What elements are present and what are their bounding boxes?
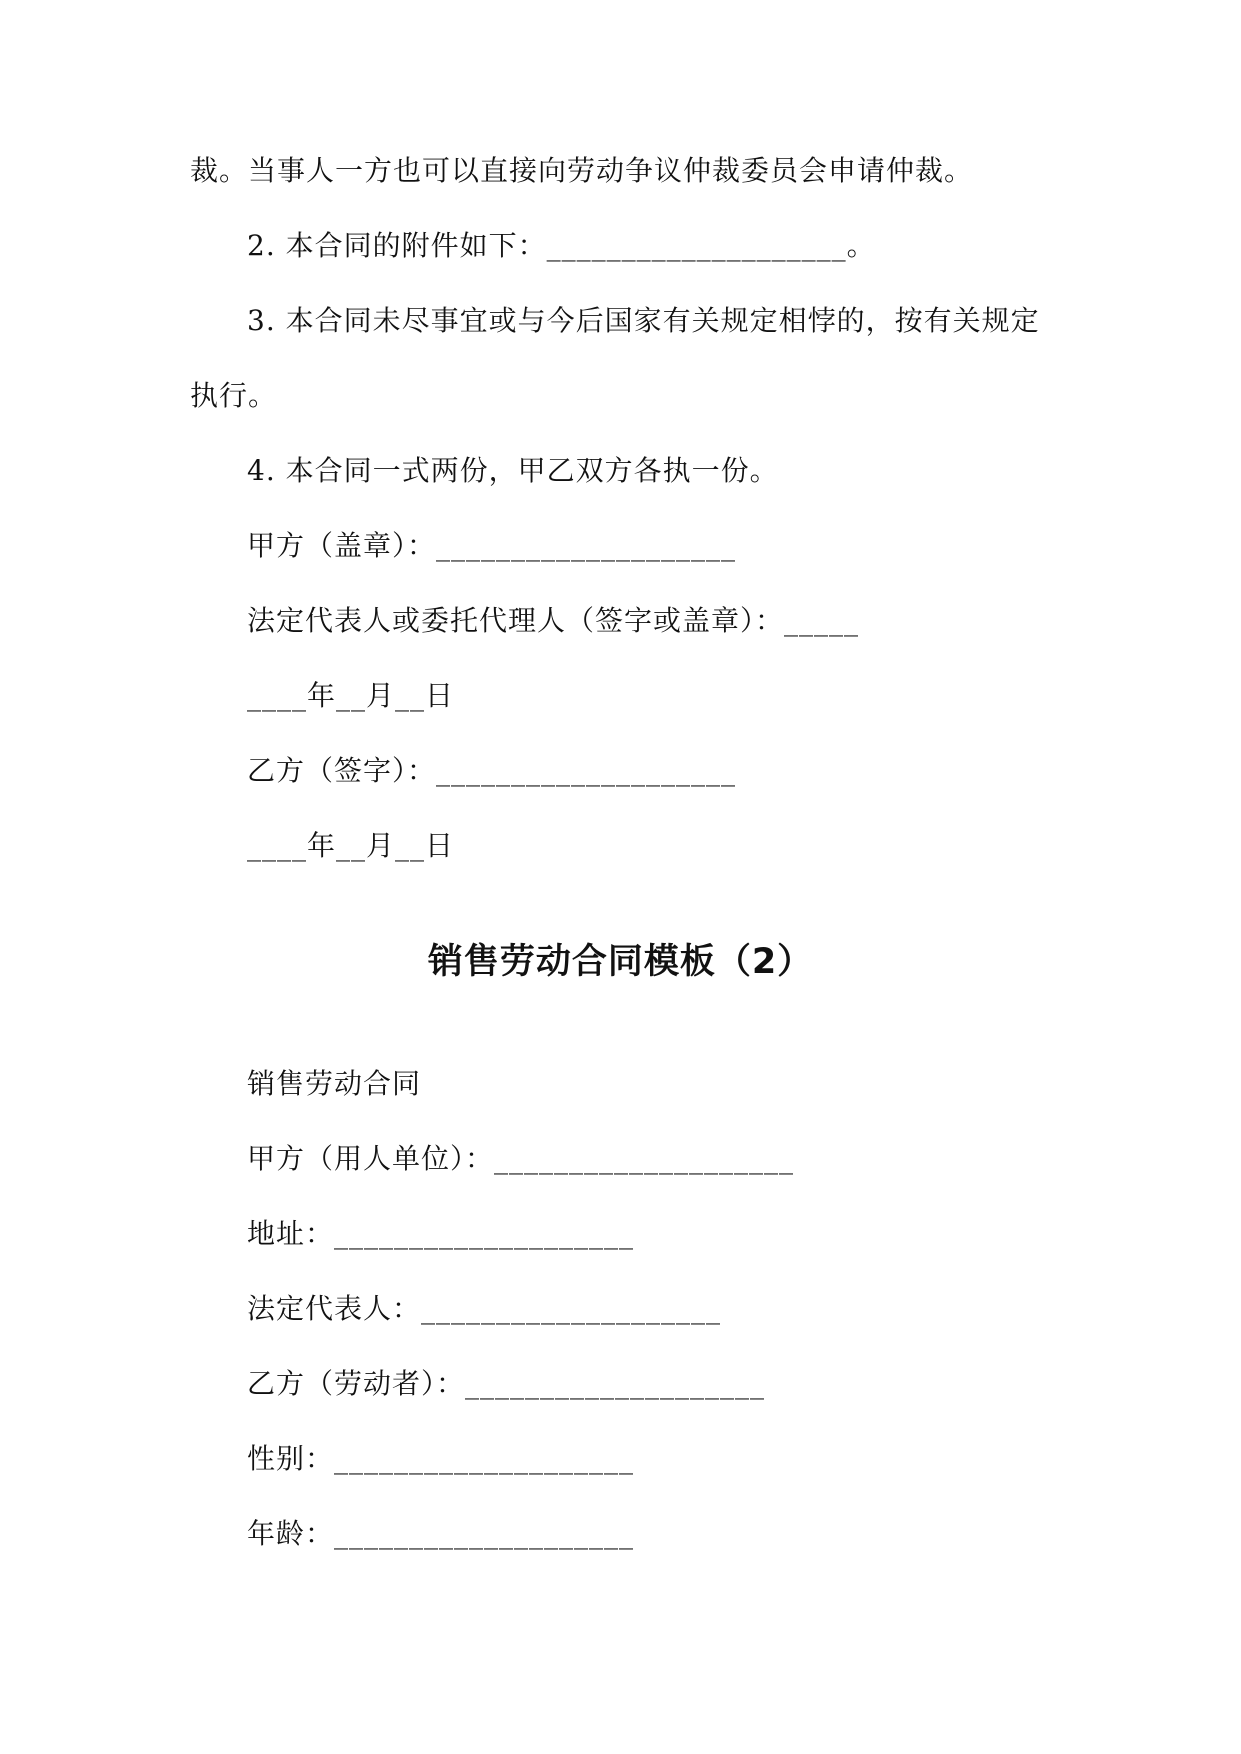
clause-3-unresolved-matters: 3. 本合同未尽事宜或与今后国家有关规定相悖的，按有关规定 (247, 304, 1040, 337)
party-b-worker-line: 乙方（劳动者）：____________________ (247, 1367, 766, 1400)
clause-4-copies: 4. 本合同一式两份，甲乙双方各执一份。 (247, 454, 779, 487)
section-title: 销售劳动合同模板（2） (427, 942, 814, 982)
address-line: 地址：____________________ (247, 1217, 635, 1250)
legal-representative-line: 法定代表人：____________________ (247, 1292, 722, 1325)
contract-heading: 销售劳动合同 (247, 1067, 422, 1100)
clause-3-continuation: 执行。 (190, 379, 278, 412)
party-a-seal-line: 甲方（盖章）：____________________ (247, 529, 737, 562)
paragraph-arbitration-continuation: 裁。当事人一方也可以直接向劳动争议仲裁委员会申请仲裁。 (190, 154, 974, 187)
legal-representative-signature-line: 法定代表人或委托代理人（签字或盖章）：_____ (247, 604, 860, 637)
age-line: 年龄：____________________ (247, 1517, 635, 1550)
party-a-date-line: ____年__月__日 (247, 679, 455, 712)
clause-2-attachments: 2. 本合同的附件如下：____________________。 (247, 229, 876, 262)
party-b-signature-line: 乙方（签字）：____________________ (247, 754, 737, 787)
party-b-date-line: ____年__月__日 (247, 829, 455, 862)
party-a-employer-line: 甲方（用人单位）：____________________ (247, 1142, 795, 1175)
gender-line: 性别：____________________ (247, 1442, 635, 1475)
